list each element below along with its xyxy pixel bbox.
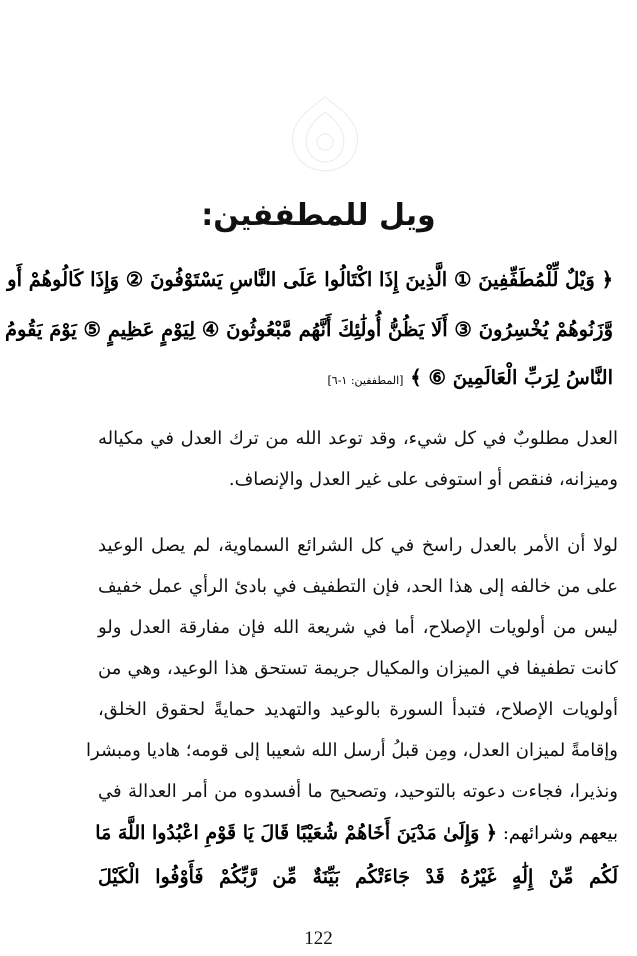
quran-verse-line-3 [95,366,613,389]
paragraph-2-line-4: كانت تطفيفا في الميزان والمكيال جريمة تستحق هذا الوعيد، وهي من [98,658,618,679]
paragraph-2-line-8 [95,822,618,844]
paragraph-2-line-6: وإقامةً لميزان العدل، ومِن قبلُ أرسل الله شعيبا إلى قومه؛ هاديا ومبشرا [86,740,618,761]
quran-verse-line-1: ﴿ وَيْلٌ لِّلْمُطَفِّفِينَ ① الَّذِينَ إِذَا اكْتَالُوا عَلَى النَّاسِ يَسْتَوْفُونَ ② وَإِذَا كَالُوهُمْ أَو [7,268,613,291]
quran-verse-text: النَّاسُ لِرَبِّ الْعَالَمِينَ ⑥ ﴾ [410,366,613,389]
quran-quote-part-1: ﴿ وَإِلَىٰ مَدْيَنَ أَخَاهُمْ شُعَيْبًا قَالَ يَا قَوْمِ اعْبُدُوا اللَّهَ مَا [95,822,498,844]
paragraph-1-line-2: وميزانه، فنقص أو استوفى على غير العدل والإنصاف. [228,469,618,490]
section-heading: ويل للمطففين: [201,198,436,233]
paragraph-2-lead-text: بيعهم وشرائهم: [502,823,618,844]
paragraph-2-line-7: ونذيرا، فجاءت دعوته بالتوحيد، وتصحيح ما أفسدوه من أمر العدالة في [98,781,618,802]
quran-quote-part-2: لَكُم مِّنْ إِلَٰهٍ غَيْرُهُ قَدْ جَاءَتْكُم بَيِّنَةٌ مِّن رَّبِّكُمْ فَأَوْفُوا الْكَيْلَ [98,866,618,888]
paragraph-2-line-5: أولويات الإصلاح، فتبدأ السورة بالوعيد والتهديد حمايةً لحقوق الخلق، [98,699,618,720]
paragraph-2-line-3: ليس من أولويات الإصلاح، أما في شريعة الله فإن مفارقة العدل ولو [98,617,618,638]
paragraph-2-line-9 [98,866,618,888]
paragraph-2-line-2: على من خالفه إلى هذا الحد، فإن التطفيف في بادئ الرأي عمل خفيف [98,576,618,597]
paragraph-1-line-1: العدل مطلوبٌ في كل شيء، وقد توعد الله من ترك العدل في مكياله [98,428,618,449]
decorative-ornament-icon [270,92,380,192]
page-number: 122 [304,928,333,949]
verse-reference: [المطففين: ١-٦] [327,374,404,387]
quran-verse-line-2: وَّزَنُوهُمْ يُخْسِرُونَ ③ أَلَا يَظُنُّ أُولَٰئِكَ أَنَّهُم مَّبْعُوثُونَ ④ لِيَوْمٍ عَظِيمٍ ⑤ يَوْمَ يَقُومُ [4,318,613,341]
paragraph-2-line-1: لولا أن الأمر بالعدل راسخ في كل الشرائع السماوية، لم يصل الوعيد [98,535,618,556]
